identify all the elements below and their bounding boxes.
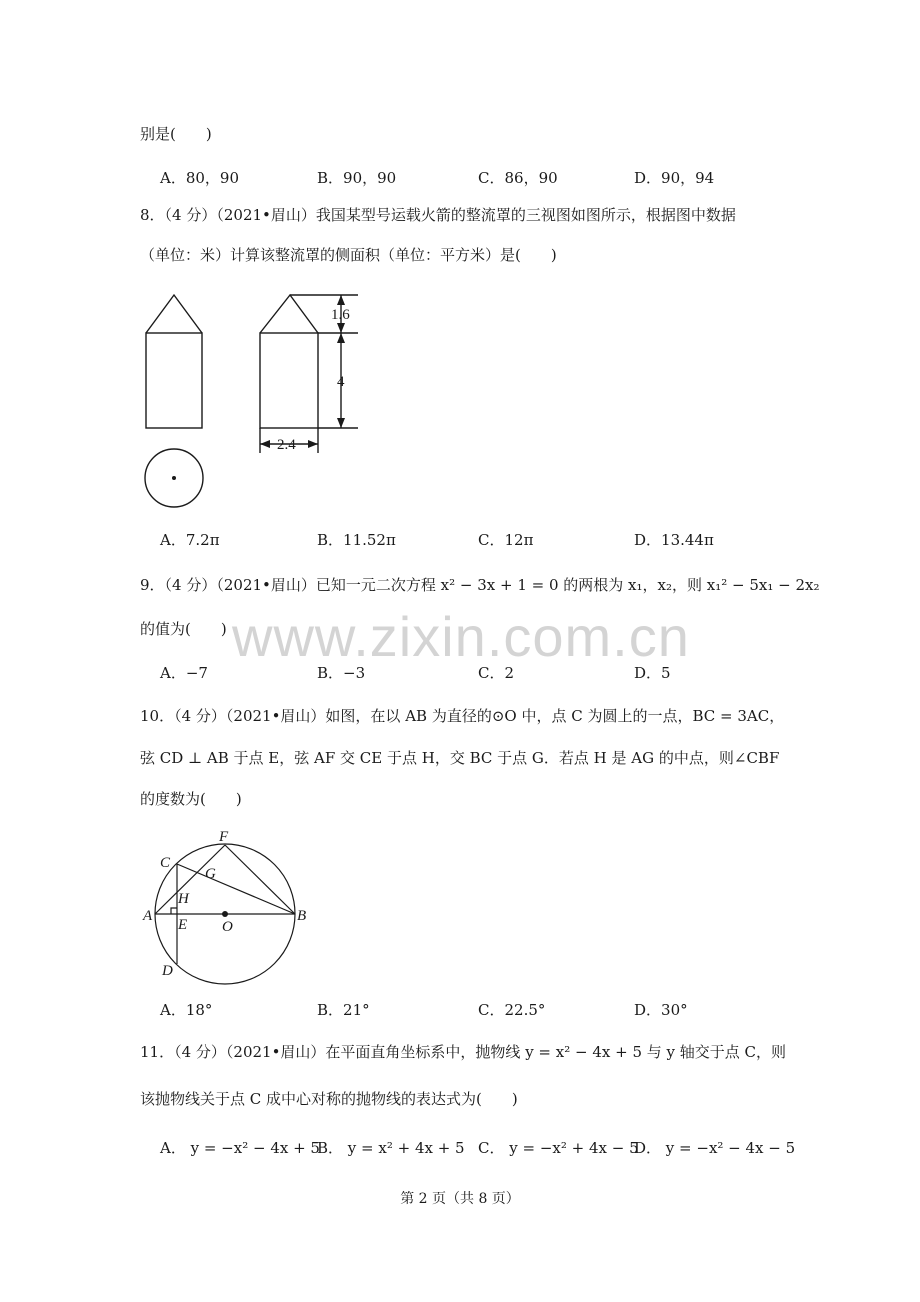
page-footer: 第 2 页（共 8 页） bbox=[400, 1191, 520, 1207]
side-view-cylinder bbox=[260, 333, 318, 428]
q11-option-b[interactable]: B． y = x² + 4x + 5 bbox=[317, 1139, 465, 1157]
q11-option-c[interactable]: C． y = −x² + 4x − 5 bbox=[478, 1139, 639, 1157]
q9-option-d[interactable]: D．5 bbox=[634, 664, 671, 682]
side-view-cone bbox=[260, 295, 318, 333]
q10-stem-line2: 弦 CD ⊥ AB 于点 E，弦 AF 交 CE 于点 H，交 BC 于点 G．若点 H 是 AG 的中点，则∠CBF bbox=[140, 749, 780, 767]
watermark: www.zixin.com.cn bbox=[232, 605, 690, 668]
q9-option-b[interactable]: B．−3 bbox=[317, 664, 366, 682]
label-f: F bbox=[219, 829, 229, 845]
q9-stem-line2: 的值为( ) bbox=[140, 620, 227, 638]
q11-stem-line1: 11．（4 分）（2021•眉山）在平面直角坐标系中，抛物线 y = x² − 4x + 5 与 y 轴交于点 C，则 bbox=[140, 1043, 787, 1061]
q9-stem-line1: 9．（4 分）（2021•眉山）已知一元二次方程 x² − 3x + 1 = 0 的两根为 x₁，x₂，则 x₁² − 5x₁ − 2x₂ bbox=[140, 576, 820, 594]
q10-option-c[interactable]: C．22.5° bbox=[478, 1001, 546, 1019]
q8-option-d[interactable]: D．13.44π bbox=[634, 531, 714, 549]
dim-diameter: 2.4 bbox=[277, 437, 296, 453]
label-b: B bbox=[297, 908, 307, 924]
q10-option-d[interactable]: D．30° bbox=[634, 1001, 688, 1019]
label-c: C bbox=[160, 855, 171, 871]
dim-cone-height: 1.6 bbox=[331, 307, 350, 323]
label-d: D bbox=[162, 963, 173, 979]
label-e: E bbox=[178, 917, 188, 933]
q10-option-b[interactable]: B．21° bbox=[317, 1001, 370, 1019]
q10-stem-line3: 的度数为( ) bbox=[140, 790, 242, 808]
q8-stem-line2: （单位：米）计算该整流罩的侧面积（单位：平方米）是( ) bbox=[140, 246, 557, 264]
segment-bc bbox=[177, 864, 295, 914]
q7-option-b[interactable]: B．90，90 bbox=[317, 169, 397, 187]
q7-option-a[interactable]: A．80，90 bbox=[160, 169, 240, 187]
label-o: O bbox=[222, 919, 233, 935]
q9-option-c[interactable]: C．2 bbox=[478, 664, 515, 682]
q9-option-a[interactable]: A．−7 bbox=[160, 664, 208, 682]
q8-option-a[interactable]: A．7.2π bbox=[160, 531, 220, 549]
q8-option-c[interactable]: C．12π bbox=[478, 531, 534, 549]
q11-stem-line2: 该抛物线关于点 C 成中心对称的抛物线的表达式为( ) bbox=[140, 1090, 518, 1108]
q7-option-d[interactable]: D．90，94 bbox=[634, 169, 715, 187]
q10-stem-line1: 10．（4 分）（2021•眉山）如图，在以 AB 为直径的⊙O 中，点 C 为圆上的一点，BC = 3AC， bbox=[140, 707, 785, 725]
front-view-cone bbox=[146, 295, 202, 333]
right-angle-mark bbox=[171, 908, 177, 914]
q11-option-a[interactable]: A． y = −x² − 4x + 5 bbox=[160, 1139, 320, 1157]
q7-continuation: 别是( ) bbox=[140, 125, 212, 143]
label-g: G bbox=[205, 866, 216, 882]
q10-option-a[interactable]: A．18° bbox=[160, 1001, 213, 1019]
front-view-cylinder bbox=[146, 333, 202, 428]
q8-three-view-figure bbox=[140, 290, 370, 515]
q7-option-c[interactable]: C．86，90 bbox=[478, 169, 558, 187]
segment-bf bbox=[225, 845, 295, 914]
q8-stem-line1: 8．（4 分）（2021•眉山）我国某型号运载火箭的整流罩的三视图如图所示，根据图中数据 bbox=[140, 206, 736, 224]
q11-option-d[interactable]: D． y = −x² − 4x − 5 bbox=[634, 1139, 796, 1157]
label-h: H bbox=[178, 891, 189, 907]
label-a: A bbox=[143, 908, 153, 924]
q10-circle-figure bbox=[140, 825, 320, 985]
q8-option-b[interactable]: B．11.52π bbox=[317, 531, 396, 549]
dim-cylinder-height: 4 bbox=[337, 374, 345, 390]
